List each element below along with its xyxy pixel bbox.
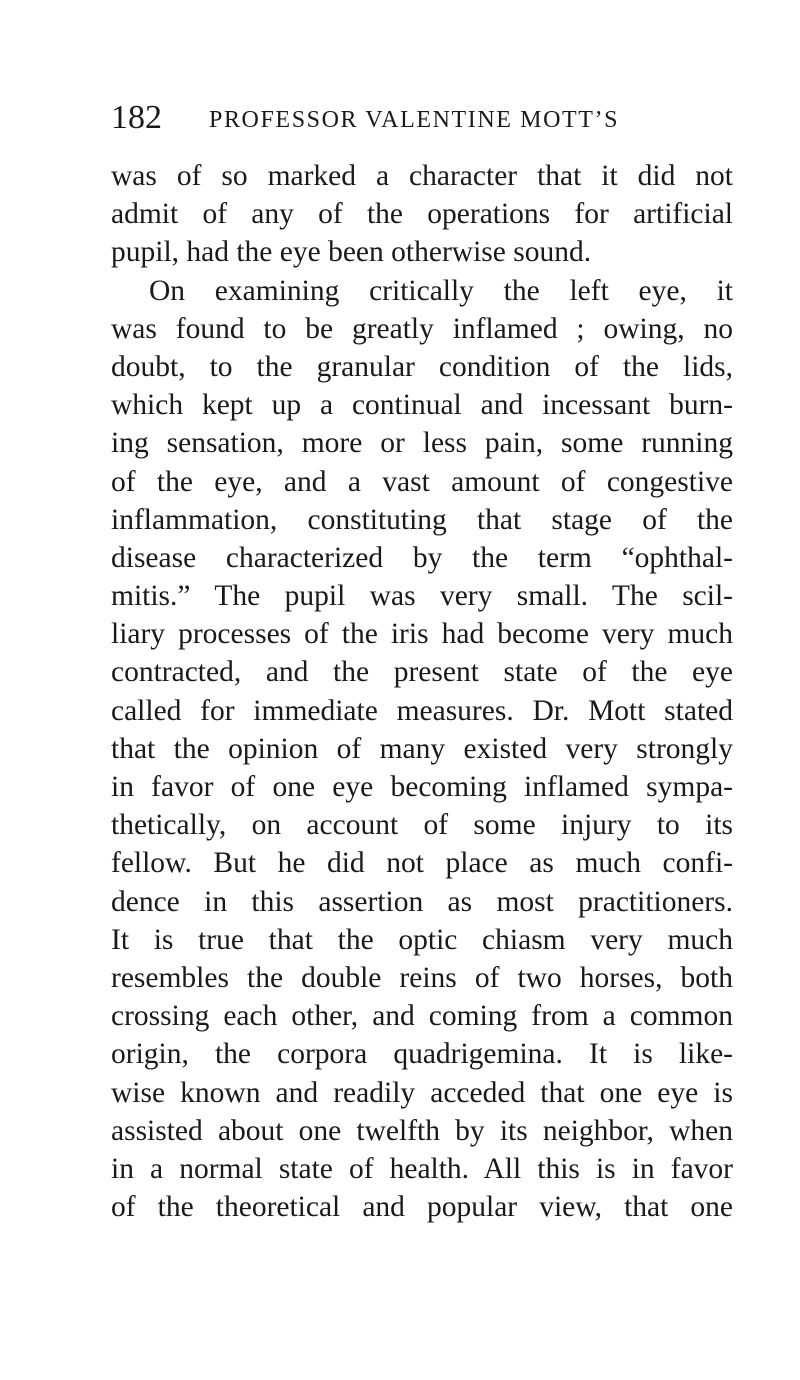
text-line-12: mitis.” The pupil was very small. The scil-: [111, 580, 733, 613]
text-line-17: in favor of one eye becoming inflamed sympa-: [111, 771, 733, 803]
text-line-3: pupil, had the eye been otherwise sound.: [111, 236, 592, 269]
running-title: PROFESSOR VALENTINE MOTT’S: [209, 107, 620, 133]
text-line-25: wise known and readily acceded that one eye is: [111, 1076, 733, 1109]
text-line-6: doubt, to the granular condition of the lids,: [111, 350, 733, 383]
text-line-19: fellow. But he did not place as much confi-: [111, 847, 733, 880]
text-line-21: It is true that the optic chiasm very much: [111, 923, 733, 956]
text-line-13: liary processes of the iris had become very much: [111, 618, 733, 651]
text-line-8: ing sensation, more or less pain, some running: [111, 427, 733, 460]
text-line-22: resembles the double reins of two horses, both: [111, 961, 733, 994]
text-line-10: inflammation, constituting that stage of the: [111, 503, 733, 536]
text-line-4: On examining critically the left eye, it: [149, 274, 733, 307]
body-text: [111, 157, 733, 1226]
text-line-27: in a normal state of health. All this is in favor: [111, 1152, 733, 1185]
text-line-14: contracted, and the present state of the eye: [111, 656, 733, 689]
text-line-7: which kept up a continual and incessant burn-: [111, 389, 733, 422]
text-line-18: thetically, on account of some injury to its: [111, 809, 733, 842]
text-line-11: disease characterized by the term “ophthal-: [111, 541, 733, 574]
text-line-20: dence in this assertion as most practitioners.: [111, 885, 733, 918]
text-line-1: was of so marked a character that it did not: [111, 160, 733, 192]
text-line-15: called for immediate measures. Dr. Mott stated: [111, 694, 733, 727]
text-line-2: admit of any of the operations for artificial: [111, 198, 733, 231]
text-line-5: was found to be greatly inflamed ; owing, no: [111, 312, 733, 345]
page-number: 182: [111, 99, 162, 136]
text-line-24: origin, the corpora quadrigemina. It is like-: [111, 1038, 733, 1071]
text-line-26: assisted about one twelfth by its neighbor, when: [111, 1114, 733, 1147]
text-line-9: of the eye, and a vast amount of congestive: [111, 465, 733, 498]
text-line-28: of the theoretical and popular view, that one: [111, 1191, 733, 1224]
text-line-16: that the opinion of many existed very strongly: [111, 732, 733, 765]
text-line-23: crossing each other, and coming from a common: [111, 1000, 733, 1033]
running-head: [111, 98, 751, 138]
